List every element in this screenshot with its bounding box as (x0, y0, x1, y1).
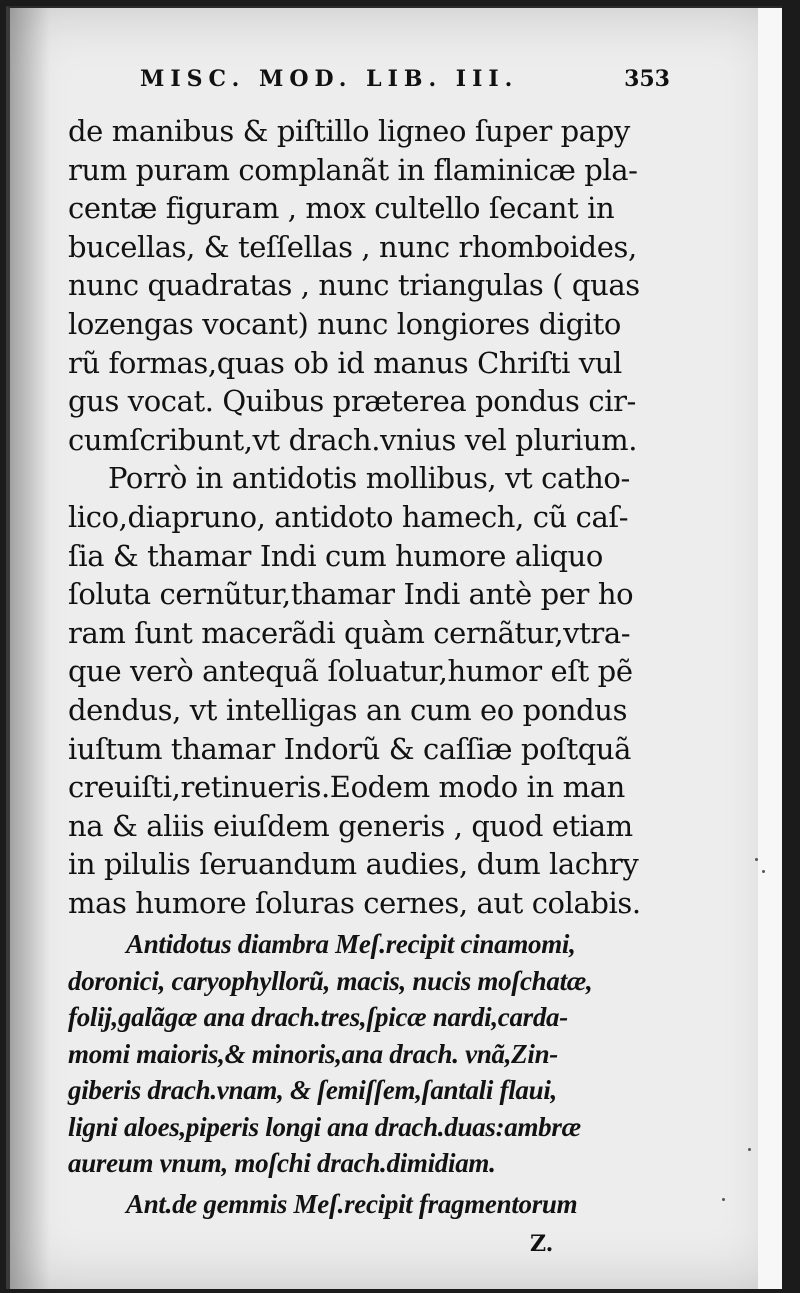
text-line: lozengas vocant) nunc longiores digito (68, 306, 621, 341)
text-line: creuiſti,retinueris.Eodem modo in man (68, 770, 625, 805)
text-line: de manibus & piſtillo ligneo ſuper papy (68, 114, 630, 148)
ink-speck (755, 858, 758, 861)
text-line: lico,diapruno, antidoto hamech, cũ caſ- (68, 499, 629, 534)
text-line: iuſtum thamar Indorũ & caſſiæ poſtquã (68, 731, 632, 766)
page-number: 353 (624, 66, 670, 92)
book-page (6, 6, 782, 1289)
main-text-block (68, 112, 698, 1222)
page-edge (758, 8, 782, 1289)
text-line: mas humore ſoluras cernes, aut colabis. (68, 885, 641, 920)
text-line: ram ſunt macerãdi quàm cernãtur,vtra- (68, 615, 631, 650)
text-line: rũ formas,quas ob id manus Chriſti vul (68, 345, 622, 380)
recipe-line: giberis drach.vnam, & ſemiſſem,ſantali flaui, (68, 1075, 557, 1106)
recipe-line: momi maioris,& minoris,ana drach. vnã,Zin- (68, 1038, 558, 1069)
ink-speck (762, 870, 765, 873)
text-line: dendus, vt intelligas an cum eo pondus (68, 692, 628, 727)
recipe-line: aureum vnum, moſchi drach.dimidiam. (68, 1148, 496, 1179)
text-line: in pilulis ſeruandum audies, dum lachry (68, 847, 639, 882)
running-head: MISC. MOD. LIB. III. (140, 66, 519, 92)
recipe-line: Antidotus diambra Meſ.recipit cinamomi, (126, 929, 576, 960)
ink-speck (748, 1148, 751, 1151)
text-line: na & aliis eiuſdem generis , quod etiam (68, 808, 633, 843)
text-line: ſia & thamar Indi cum humore aliquo (68, 538, 603, 573)
recipe-line: doronici, caryophyllorũ, macis, nucis moſchatæ, (68, 965, 593, 996)
text-line: cumſcribunt,vt drach.vnius vel plurium. (68, 422, 638, 457)
text-line: rum puram complanãt in flaminicæ pla- (68, 152, 638, 187)
recipe-line: ligni aloes,piperis longi ana drach.duas:ambræ (68, 1111, 581, 1142)
recipe-line: folij,galãgæ ana drach.tres,ſpicæ nardi,carda- (68, 1002, 568, 1033)
recipe-block (68, 926, 698, 1222)
gutter-shadow (10, 8, 50, 1289)
text-line: nunc quadratas , nunc triangulas ( quas (68, 268, 640, 303)
signature-mark: Z. (530, 1231, 554, 1257)
paragraph-start-line: Porrò in antidotis mollibus, vt catho- (108, 461, 630, 496)
text-line: gus vocat. Quibus præterea pondus cir- (68, 384, 636, 419)
text-line: que verò antequã ſoluatur,humor eſt pẽ (68, 654, 633, 689)
text-line: bucellas, & teſſellas , nunc rhomboides, (68, 229, 637, 264)
page-header (140, 66, 670, 102)
recipe-line: Ant.de gemmis Meſ.recipit fragmentorum (126, 1188, 578, 1219)
ink-speck (722, 1198, 725, 1201)
text-line: ſoluta cernũtur,thamar Indi antè per ho (68, 577, 634, 612)
text-line: centæ figuram , mox cultello ſecant in (68, 191, 615, 226)
